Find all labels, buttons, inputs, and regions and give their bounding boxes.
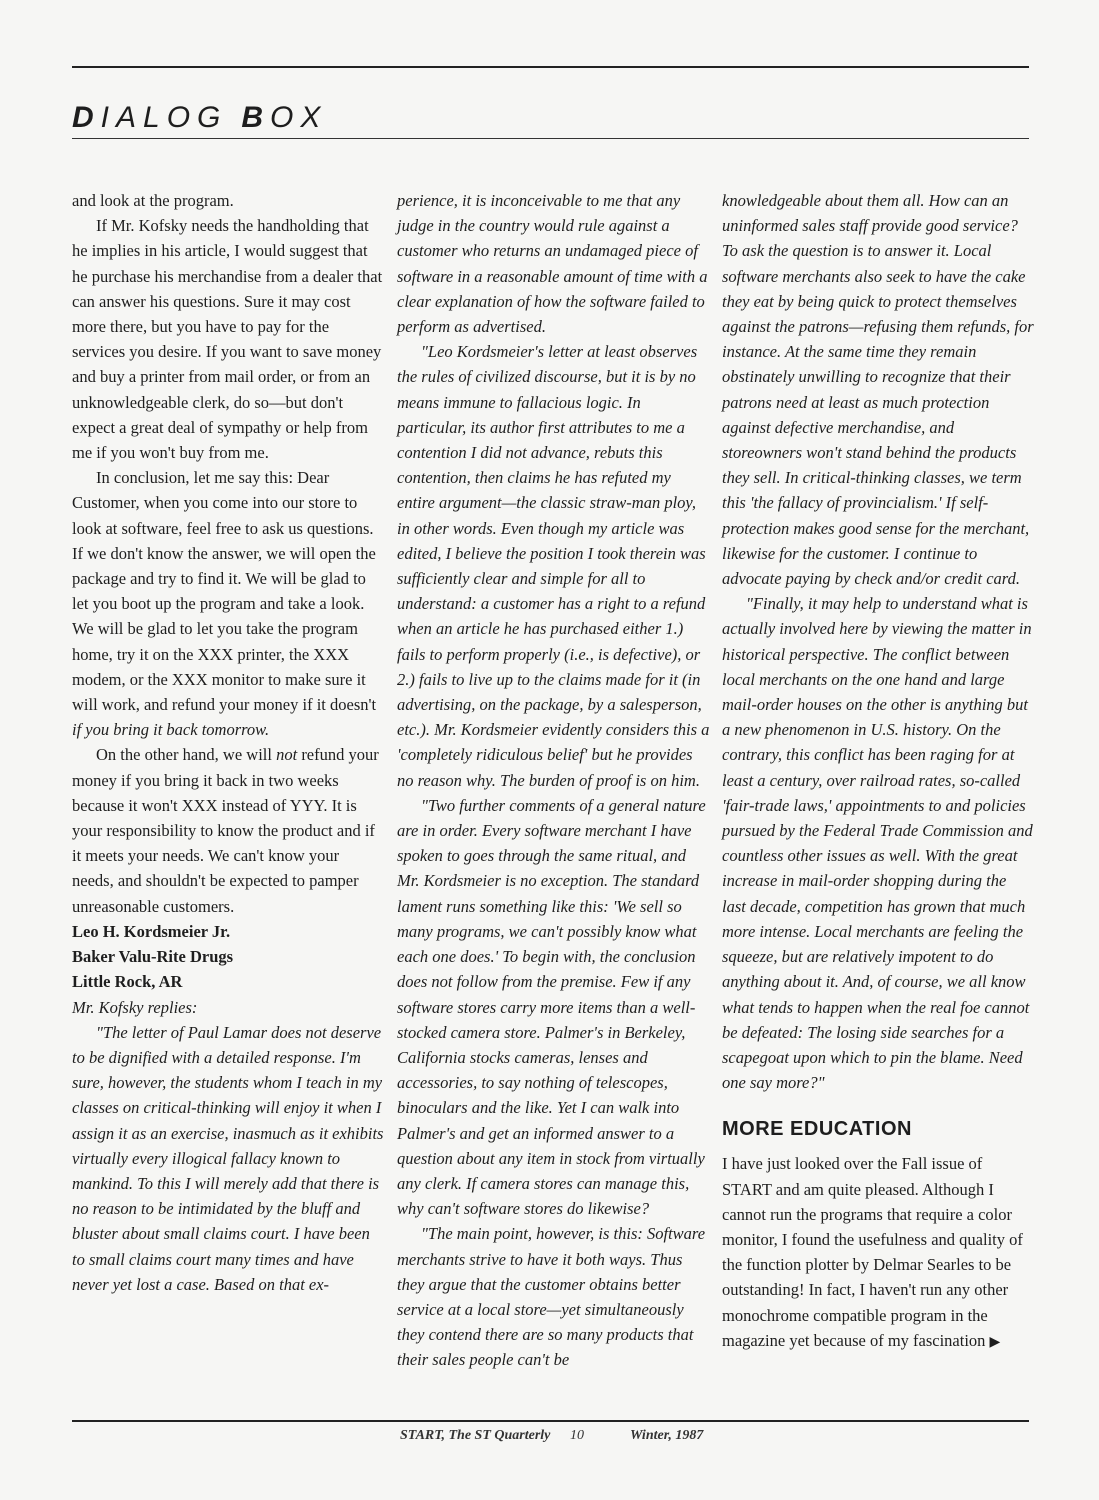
- title-initial-b: B: [241, 101, 271, 134]
- footer-issue: Winter, 1987: [630, 1428, 704, 1443]
- title-rule: [72, 138, 1029, 139]
- top-rule: [72, 66, 1029, 68]
- paragraph: [72, 742, 384, 918]
- paragraph: "Two further comments of a general nature are in order. Every software merchant I have spoken to goes through the same ritual, and Mr. Kordsmeier is no exception. The standard lament runs something like this: 'We sell so many programs, we can't possibly know what each one does.' To begin with, the conclusion does not follow from the premise. Few if any software stores carry more items than a well-stocked camera store. Palmer's in Berkeley, California stocks cameras, lenses and accessories, to say nothing of telescopes, binoculars and the like. Yet I can walk into Palmer's and get an informed answer to a question about any item in stock from virtually any clerk. If camera stores can manage this, why can't software stores do likewise?: [397, 795, 706, 1219]
- title-word-ox: OX: [270, 101, 328, 134]
- paragraph-text: I have just looked over the Fall issue of START and am quite pleased. Although I cannot run the programs that require a color monitor, I found the usefulness and quality of the function plotter by Delmar Searles to be outstanding! In fact, I haven't run any other monochrome compatible program in the magazine yet because of my fascination: [722, 1154, 1023, 1350]
- paragraph: and look at the program.: [72, 191, 234, 210]
- bottom-rule: [72, 1420, 1029, 1422]
- emphasis-text: not: [276, 745, 298, 765]
- paragraph-text: In conclusion, let me say this: Dear Customer, when you come into our store to look at software, feel free to ask us questions. If we don't know the answer, we will open the package and try to find it. We will be glad to let you boot up the program and take a look. We will be glad to let you take the program home, try it on the XXX printer, the XXX modem, or the XXX monitor to make sure it will work, and refund your money if it doesn't: [72, 468, 377, 715]
- paragraph: perience, it is inconceivable to me that any judge in the country would rule against a customer who returns an undamaged piece of software in a reasonable amount of time with a clear explanation of how the software failed to perform as advertised.: [397, 191, 708, 337]
- paragraph: "The main point, however, is this: Software merchants strive to have it both ways. Thus they argue that the customer obtains better service at a local store—yet simultaneously they contend there are so many products that their sales people can't be: [397, 1224, 706, 1370]
- paragraph-text: On the other hand, we will: [96, 745, 272, 765]
- footer-page-number: 10: [570, 1428, 584, 1443]
- section-title: [72, 100, 341, 136]
- paragraph: "The letter of Paul Lamar does not deserve to be dignified with a detailed response. I'm sure, however, the students whom I teach in my classes on critical-thinking will enjoy it when I assign it as an exercise, inasmuch as it exhibits virtually every illogical fallacy known to mankind. To this I will merely add that there is no reason to be intimidated by the bluff and bluster about small claims court. I have been to small claims court many times and have never yet lost a case. Based on that ex-: [72, 1022, 384, 1294]
- signature-name: Leo H. Kordsmeier Jr.: [72, 921, 231, 941]
- continue-arrow-icon: ▶: [989, 1334, 1001, 1350]
- signature-company: Baker Valu-Rite Drugs: [72, 947, 234, 967]
- paragraph-text: refund your money if you bring it back in two weeks because it won't XXX instead of YYY. It is your responsibility to know the product and if it meets your needs. We can't know your needs, and shouldn't be expected to pamper unreasonable customers.: [72, 745, 379, 916]
- reply-heading: Mr. Kofsky replies:: [72, 997, 198, 1017]
- column-1: [72, 188, 384, 1297]
- paragraph: [722, 1151, 1034, 1355]
- paragraph: knowledgeable about them all. How can an uninformed sales staff provide good service? To ask the question is to answer it. Local software merchants also seek to have the cake they eat by being quick to protect themselves against the patrons—refusing them refunds, for instance. At the same time they remain obstinately unwilling to recognize that their patrons need at least as much protection against defective merchandise, and storeowners won't stand behind the products they sell. In critical-thinking classes, we term this 'the fallacy of provincialism.' If self-protection makes good sense for the merchant, likewise for the customer. I continue to advocate paying by check and/or credit card.: [722, 191, 1034, 589]
- signature-location: Little Rock, AR: [72, 972, 183, 992]
- paragraph: "Leo Kordsmeier's letter at least observes the rules of civilized discourse, but it is by no means immune to fallacious logic. In particular, its author first attributes to me a contention I did not advance, rebuts this contention, then claims he has refuted my entire argument—the classic straw-man ploy, in other words. Even though my article was edited, I believe the position I took therein was sufficiently clear and simple for all to understand: a customer has a right to a refund when an article he has purchased either 1.) fails to perform properly (i.e., is defective), or 2.) fails to live up to the claims made for it (in advertising, on the package, by a salesperson, etc.). Mr. Kordsmeier evidently considers this a 'completely ridiculous belief' but he provides no reason why. The burden of proof is on him.: [397, 342, 710, 790]
- column-3: [722, 188, 1034, 1355]
- section-heading: MORE EDUCATION: [722, 1118, 912, 1141]
- title-word-ialog: IALOG: [100, 101, 228, 134]
- column-2: [397, 188, 710, 1373]
- title-initial-d: D: [72, 101, 101, 134]
- footer-publication: START, The ST Quarterly: [400, 1428, 551, 1443]
- paragraph: [72, 465, 384, 742]
- paragraph: If Mr. Kofsky needs the handholding that he implies in his article, I would suggest that he purchase his merchandise from a dealer that can answer his questions. Sure it may cost more there, but you have to pay for the services you desire. If you want to save money and buy a printer from mail order, or from an unknowledgeable clerk, do so—but don't expect a great deal of sympathy or help from me if you won't buy from me.: [72, 216, 383, 463]
- paragraph: "Finally, it may help to understand what is actually involved here by viewing the matter in historical perspective. The conflict between local merchants on the one hand and large mail-order houses on the other is anything but a new phenomenon in U.S. history. On the contrary, this conflict has been raging for at least a century, over railroad rates, so-called 'fair-trade laws,' appointments to and policies pursued by the Federal Trade Commission and countless other issues as well. With the great increase in mail-order shopping during the last decade, competition has grown that much more intense. Local merchants are feeling the squeeze, but are relatively impotent to do anything about it. And, of course, we all know what tends to happen when the real foe cannot be defeated: The losing side searches for a scapegoat upon which to pin the blame. Need one say more?": [722, 594, 1033, 1093]
- emphasis-text: if you bring it back tomorrow.: [72, 720, 270, 740]
